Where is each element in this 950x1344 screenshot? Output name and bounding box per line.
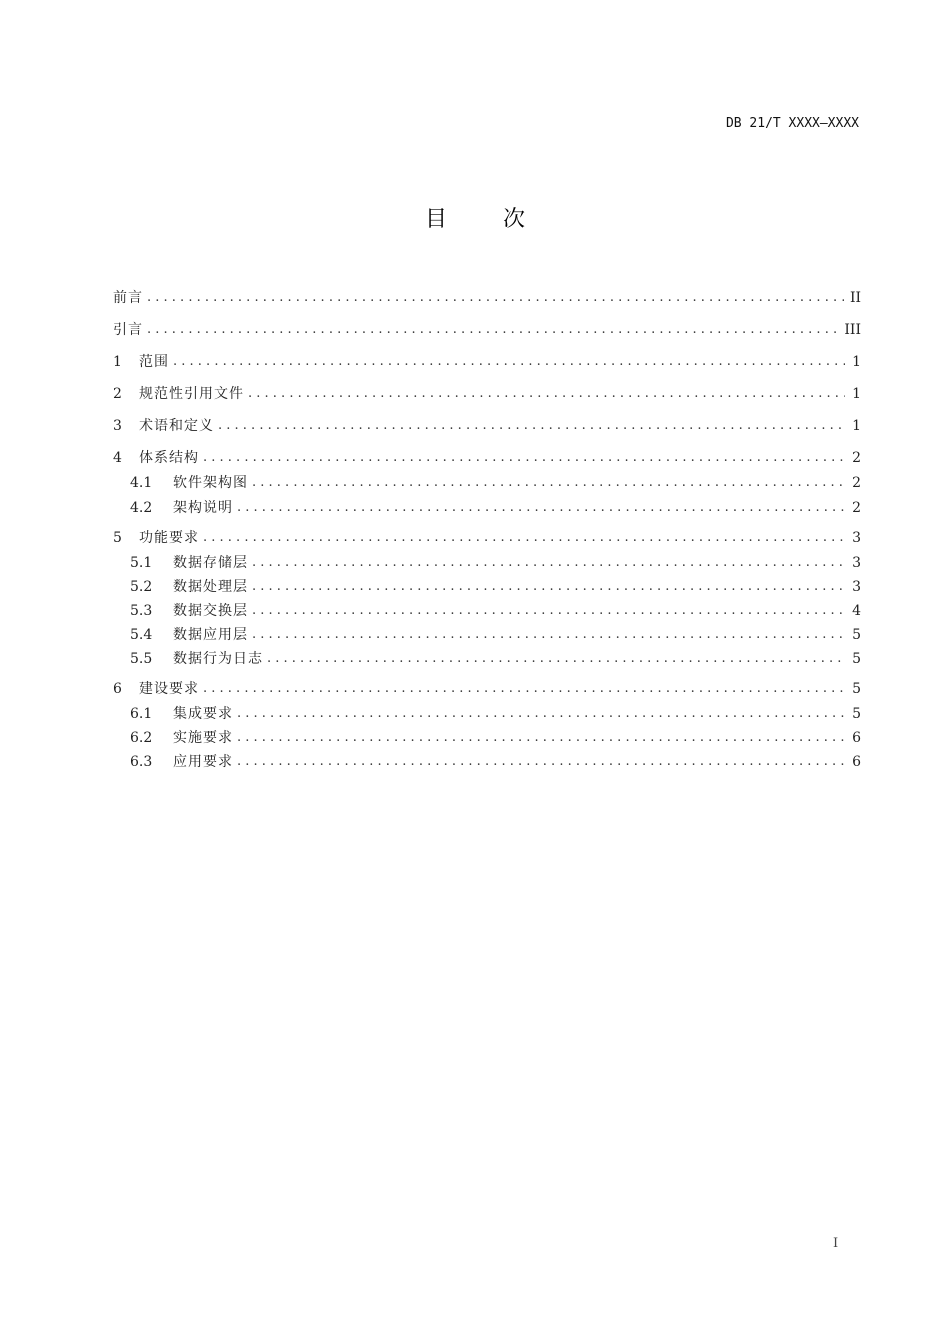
toc-entry-5-3[interactable] xyxy=(130,601,861,621)
toc-entry-number: 3 xyxy=(113,418,122,434)
toc-entry-page: 5 xyxy=(852,627,861,643)
dot-leader xyxy=(237,704,845,724)
toc-entry-text: 前言 xyxy=(113,290,143,306)
toc-entry-number: 6 xyxy=(113,681,122,697)
toc-entry-page: 3 xyxy=(852,579,861,595)
toc-entry-number: 6.3 xyxy=(130,754,153,770)
toc-entry-text: 数据交换层 xyxy=(173,603,248,619)
toc-entry-page: 2 xyxy=(852,500,861,516)
toc-entry-number: 5.5 xyxy=(130,651,153,667)
toc-entry-page: 5 xyxy=(852,651,861,667)
toc-entry-text: 架构说明 xyxy=(173,500,233,516)
dot-leader xyxy=(203,679,845,699)
toc-entry-5-2[interactable] xyxy=(130,577,861,597)
toc-entry-5-5[interactable] xyxy=(130,649,861,669)
toc-entry-number: 4 xyxy=(113,450,122,466)
dot-leader xyxy=(252,625,845,645)
standard-code-header: DB 21/T XXXX—XXXX xyxy=(725,116,859,131)
dot-leader xyxy=(203,528,845,548)
toc-entry-text: 规范性引用文件 xyxy=(139,386,244,402)
toc-entry-text: 术语和定义 xyxy=(139,418,214,434)
toc-entry-page: 2 xyxy=(852,475,861,491)
toc-entry-4-1[interactable] xyxy=(130,473,861,493)
toc-entry-6-2[interactable] xyxy=(130,728,861,748)
dot-leader xyxy=(173,352,845,372)
toc-entry-page: 1 xyxy=(852,354,861,370)
toc-entry-page: III xyxy=(844,322,861,338)
toc-entry-number: 5.1 xyxy=(130,555,153,571)
toc-entry-number: 5.4 xyxy=(130,627,153,643)
dot-leader xyxy=(147,320,838,340)
dot-leader xyxy=(147,288,844,308)
toc-entry-text: 集成要求 xyxy=(173,706,233,722)
toc-entry-page: 4 xyxy=(852,603,861,619)
page-title xyxy=(0,202,950,233)
toc-entry-number: 5 xyxy=(113,530,122,546)
toc-entry-text: 引言 xyxy=(113,322,143,338)
toc-entry-text: 体系结构 xyxy=(139,450,199,466)
toc-entry-1[interactable] xyxy=(113,352,861,372)
title-char-2: 次 xyxy=(503,207,526,232)
toc-entry-6[interactable] xyxy=(113,679,861,699)
toc-entry-text: 范围 xyxy=(139,354,169,370)
toc-entry-text: 应用要求 xyxy=(173,754,233,770)
dot-leader xyxy=(252,553,845,573)
toc-entry-page: 5 xyxy=(852,706,861,722)
toc-entry-text: 软件架构图 xyxy=(173,475,248,491)
toc-entry-text: 建设要求 xyxy=(139,681,199,697)
toc-entry-text: 数据行为日志 xyxy=(173,651,263,667)
toc-entry-3[interactable] xyxy=(113,416,861,436)
dot-leader xyxy=(248,384,845,404)
page-number: I xyxy=(833,1236,839,1251)
toc-entry-number: 5.3 xyxy=(130,603,153,619)
toc-entry-text: 功能要求 xyxy=(139,530,199,546)
dot-leader xyxy=(203,448,845,468)
toc-entry-page: 3 xyxy=(852,555,861,571)
dot-leader xyxy=(237,498,845,518)
dot-leader xyxy=(252,601,845,621)
toc-entry-5-1[interactable] xyxy=(130,553,861,573)
toc-entry-number: 6.2 xyxy=(130,730,153,746)
toc-entry-5[interactable] xyxy=(113,528,861,548)
toc-entry-text: 数据处理层 xyxy=(173,579,248,595)
toc-entry-number: 5.2 xyxy=(130,579,153,595)
dot-leader xyxy=(252,473,845,493)
toc-entry-number: 4.2 xyxy=(130,500,153,516)
toc-entry-number: 2 xyxy=(113,386,122,402)
dot-leader xyxy=(218,416,845,436)
toc-entry-4-2[interactable] xyxy=(130,498,861,518)
toc-entry-2[interactable] xyxy=(113,384,861,404)
toc-entry-page: 5 xyxy=(852,681,861,697)
toc-entry-introduction[interactable] xyxy=(113,320,861,340)
toc-entry-page: 6 xyxy=(852,730,861,746)
dot-leader xyxy=(237,728,845,748)
toc-entry-4[interactable] xyxy=(113,448,861,468)
dot-leader xyxy=(252,577,845,597)
toc-entry-page: 6 xyxy=(852,754,861,770)
toc-entry-6-3[interactable] xyxy=(130,752,861,772)
toc-entry-number: 1 xyxy=(113,354,122,370)
toc-entry-text: 实施要求 xyxy=(173,730,233,746)
toc-entry-preface[interactable] xyxy=(113,288,861,308)
toc-entry-page: 1 xyxy=(852,418,861,434)
dot-leader xyxy=(267,649,845,669)
toc-entry-5-4[interactable] xyxy=(130,625,861,645)
toc-entry-number: 6.1 xyxy=(130,706,153,722)
toc-entry-page: 3 xyxy=(852,530,861,546)
toc-entry-page: 2 xyxy=(852,450,861,466)
toc-entry-text: 数据存储层 xyxy=(173,555,248,571)
title-char-1: 目 xyxy=(424,207,447,232)
toc-entry-number: 4.1 xyxy=(130,475,153,491)
toc-entry-text: 数据应用层 xyxy=(173,627,248,643)
toc-entry-6-1[interactable] xyxy=(130,704,861,724)
toc-entry-page: 1 xyxy=(852,386,861,402)
dot-leader xyxy=(237,752,845,772)
toc-entry-page: II xyxy=(849,290,861,306)
